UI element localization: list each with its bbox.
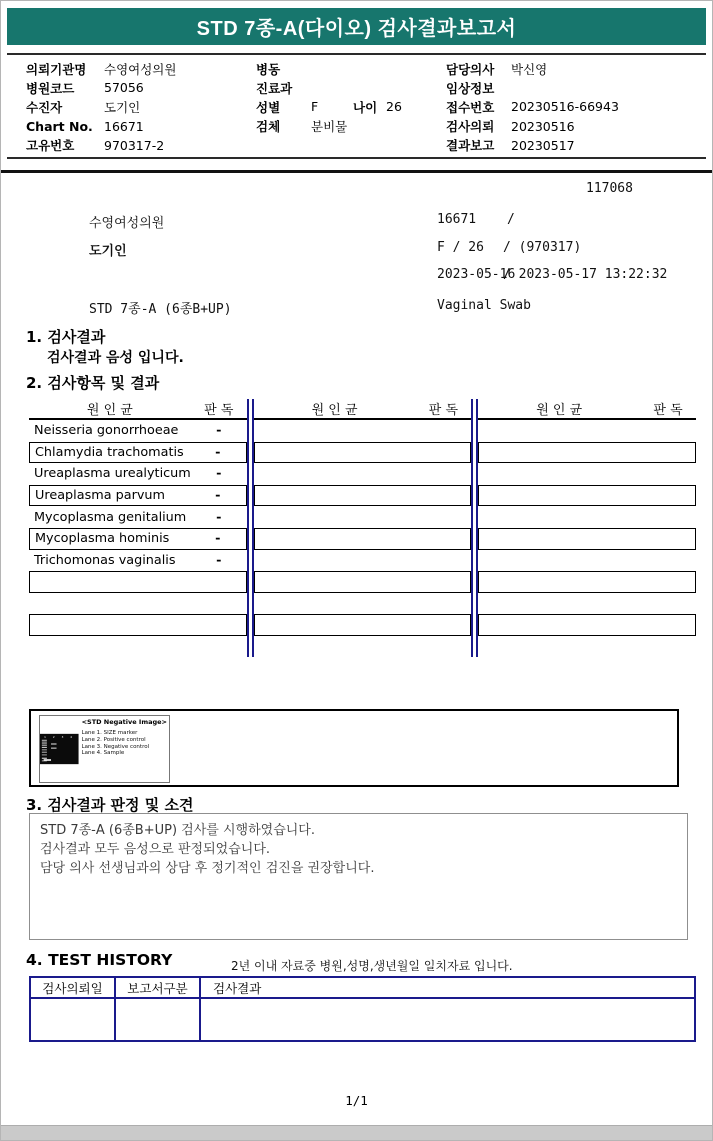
- results-group-3: [478, 399, 696, 657]
- field-row: [256, 117, 402, 136]
- history-column-header: 검사의뢰일: [31, 978, 116, 999]
- result-row-empty: [478, 485, 696, 507]
- gel-lane-description: Lane 2. Positive control: [81, 736, 146, 743]
- result-row: [29, 442, 247, 464]
- result-row-empty: [478, 506, 696, 528]
- gel-lane-description: Lane 4. Sample: [81, 750, 125, 757]
- field-label: 고유번호: [26, 138, 75, 154]
- results-header: [254, 399, 472, 420]
- birth-id: / (970317): [503, 240, 582, 255]
- result-row: [29, 463, 247, 485]
- comment-line: 담당 의사 선생님과의 상담 후 정기적인 검진을 권장합니다.: [40, 861, 375, 876]
- reference-number: 117068: [586, 181, 633, 196]
- section1-heading: 1. 검사결과: [26, 328, 106, 346]
- field-value: 20230516: [511, 118, 575, 134]
- column-header-result: 판 독: [428, 403, 458, 418]
- result-value: -: [215, 488, 221, 504]
- history-column-header: 검사결과: [201, 978, 694, 999]
- organism-name: Ureaplasma parvum: [35, 488, 165, 504]
- field-row: [256, 97, 402, 116]
- field-row: [26, 136, 176, 155]
- organism-name: Neisseria gonorrhoeae: [34, 423, 179, 439]
- result-row-empty: [254, 614, 472, 636]
- result-row-empty: [254, 485, 472, 507]
- gel-lane-description: Lane 3. Negative control: [81, 743, 150, 750]
- divider-line: [7, 53, 706, 55]
- section2-heading: 2. 검사항목 및 결과: [26, 374, 160, 392]
- result-row-empty: [478, 463, 696, 485]
- gel-lane-number: 3: [61, 734, 64, 739]
- gel-caption: <STD Negative Image>: [81, 718, 167, 726]
- history-column-header: 보고서구분: [116, 978, 201, 999]
- result-row-empty: [478, 528, 696, 550]
- request-date: 2023-05-16: [437, 267, 516, 282]
- field-label: Chart No.: [26, 118, 93, 134]
- result-row-empty: [254, 506, 472, 528]
- field-row: [26, 59, 176, 78]
- gel-image-panel: [29, 709, 679, 787]
- result-value: -: [215, 531, 221, 547]
- result-row: [29, 506, 247, 528]
- gel-lane-description: Lane 1. SIZE marker: [81, 730, 138, 736]
- divider-line-thick: [1, 170, 713, 173]
- results-table: [29, 399, 696, 657]
- history-cell-empty: [201, 999, 694, 1040]
- field-row: [26, 117, 176, 136]
- comment-box: [29, 813, 688, 940]
- result-row: [29, 528, 247, 550]
- result-row-empty: [254, 463, 472, 485]
- result-value: -: [216, 423, 222, 439]
- field-value: F: [311, 99, 319, 115]
- field-label: 나이: [353, 99, 378, 115]
- column-header-organism: 원 인 균: [86, 403, 133, 418]
- result-value: -: [216, 466, 222, 482]
- field-row: [446, 117, 619, 136]
- field-value: 20230516-66943: [511, 99, 619, 115]
- field-value: 970317-2: [104, 137, 165, 153]
- specimen-type: Vaginal Swab: [437, 298, 531, 313]
- comment-line: 검사결과 모두 음성으로 판정되었습니다.: [40, 842, 271, 857]
- result-value: -: [215, 444, 221, 460]
- result-value: -: [216, 552, 222, 568]
- table-column-separator: [247, 399, 254, 657]
- field-row: [26, 78, 176, 97]
- result-row-empty: [478, 614, 696, 636]
- field-value: 수영여성의원: [104, 61, 177, 77]
- field-label: 진료과: [256, 80, 293, 96]
- field-value: 26: [386, 99, 402, 115]
- header-middle-column: [256, 59, 402, 136]
- result-row-empty: [254, 420, 472, 442]
- organism-name: Trichomonas vaginalis: [34, 552, 176, 568]
- field-row: [256, 78, 402, 97]
- result-row-empty: [254, 442, 472, 464]
- field-row: [446, 59, 619, 78]
- overall-result-text: 검사결과 음성 입니다.: [47, 350, 184, 366]
- field-label: 접수번호: [446, 99, 495, 115]
- gel-image-frame: [39, 715, 170, 783]
- patient-name: 도기인: [89, 244, 127, 259]
- result-row-empty: [478, 571, 696, 593]
- history-note: 2년 이내 자료중 병원,성명,생년월일 일치자료 입니다.: [231, 959, 513, 973]
- chart-number: 16671: [437, 212, 477, 227]
- organism-name: Ureaplasma urealyticum: [34, 466, 191, 482]
- field-value: 박신영: [511, 61, 548, 77]
- column-header-result: 판 독: [653, 403, 683, 418]
- result-row-empty: [478, 442, 696, 464]
- report-title: STD 7종-A(다이오) 검사결과보고서: [7, 8, 706, 45]
- separator-slash: /: [507, 212, 515, 227]
- result-row-empty: [254, 528, 472, 550]
- field-row: [446, 97, 619, 116]
- field-value: 분비물: [311, 119, 348, 135]
- result-value: -: [216, 509, 222, 525]
- field-label: 검체: [256, 119, 281, 135]
- field-value: 16671: [104, 118, 144, 134]
- test-history-table: [29, 976, 696, 1042]
- result-row-empty: [478, 420, 696, 442]
- field-value: 57056: [104, 80, 144, 96]
- result-row-empty: [29, 593, 247, 615]
- hospital-name: 수영여성의원: [89, 216, 165, 231]
- result-row-empty: [478, 593, 696, 615]
- field-label: 성별: [256, 99, 281, 115]
- result-row: [29, 485, 247, 507]
- field-value: 도기인: [104, 99, 141, 115]
- bottom-scroll-edge: [1, 1125, 712, 1140]
- history-cell-empty: [116, 999, 201, 1040]
- field-label: 검사의뢰: [446, 119, 495, 135]
- report-datetime: / 2023-05-17 13:22:32: [503, 267, 668, 282]
- gel-lane-number: 2: [52, 734, 55, 739]
- table-column-separator: [471, 399, 478, 657]
- header-right-column: [446, 59, 619, 155]
- field-label: 의뢰기관명: [26, 61, 87, 77]
- section3-heading: 3. 검사결과 판정 및 소견: [26, 796, 194, 814]
- page-number: 1/1: [345, 1093, 368, 1108]
- section4-heading: 4. TEST HISTORY: [26, 951, 173, 969]
- field-value: 20230517: [511, 137, 575, 153]
- comment-line: STD 7종-A (6종B+UP) 검사를 시행하였습니다.: [40, 823, 315, 838]
- result-row: [29, 550, 247, 572]
- results-group-1: [29, 399, 247, 657]
- field-label: 수진자: [26, 99, 63, 115]
- field-label: 결과보고: [446, 138, 495, 154]
- gel-lane-number: 1: [44, 734, 46, 739]
- test-name: STD 7종-A (6종B+UP): [89, 302, 232, 317]
- results-header: [478, 399, 696, 420]
- gel-lane-number: 4: [70, 734, 73, 739]
- organism-name: Chlamydia trachomatis: [35, 444, 184, 460]
- divider-line: [7, 157, 706, 159]
- results-group-2: [254, 399, 472, 657]
- result-row: [29, 420, 247, 442]
- organism-name: Mycoplasma genitalium: [34, 509, 187, 525]
- result-row-empty: [254, 550, 472, 572]
- field-row: [26, 97, 176, 116]
- gel-legend: [79, 716, 169, 782]
- field-label: 임상정보: [446, 80, 495, 96]
- result-row-empty: [29, 614, 247, 636]
- sex-age: F / 26: [437, 240, 484, 255]
- field-row: [446, 78, 619, 97]
- field-label: 병원코드: [26, 80, 75, 96]
- result-row-empty: [254, 593, 472, 615]
- gel-electrophoresis-image: [40, 716, 79, 782]
- history-cell-empty: [31, 999, 116, 1040]
- result-row-empty: [29, 571, 247, 593]
- field-row: [446, 136, 619, 155]
- result-row-empty: [478, 550, 696, 572]
- column-header-result: 판 독: [204, 403, 234, 418]
- column-header-organism: 원 인 균: [311, 403, 358, 418]
- field-label: 담당의사: [446, 61, 495, 77]
- header-left-column: [26, 59, 176, 155]
- field-label: 병동: [256, 61, 281, 77]
- results-header: [29, 399, 247, 420]
- column-header-organism: 원 인 균: [536, 403, 583, 418]
- field-row: [256, 59, 402, 78]
- organism-name: Mycoplasma hominis: [35, 531, 170, 547]
- result-row-empty: [254, 571, 472, 593]
